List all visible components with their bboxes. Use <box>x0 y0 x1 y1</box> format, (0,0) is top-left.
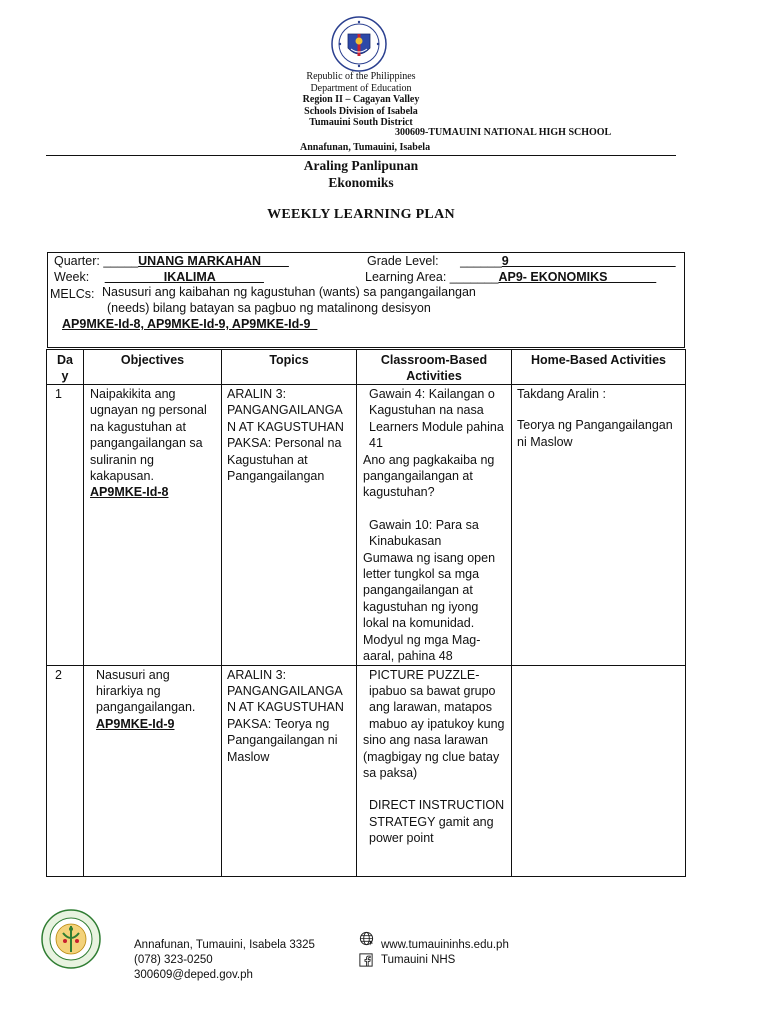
subject-subtitle: Ekonomiks <box>328 175 394 190</box>
day-cell: 2 <box>47 665 84 876</box>
home-cell <box>512 385 686 666</box>
area-row <box>365 270 656 284</box>
classroom-activity-b: sino ang nasa larawan (magbigay ng clue batay sa paksa) <box>363 733 500 780</box>
footer-phone: (078) 323-0250 <box>134 954 213 966</box>
classroom-cell <box>357 665 512 876</box>
objective-code: AP9MKE-Id-8 <box>90 485 169 500</box>
school-logo <box>41 909 101 969</box>
quarter-label: Quarter: <box>54 254 100 268</box>
objective-cell <box>84 665 222 876</box>
header-day: Da y <box>47 350 84 385</box>
classroom-activity-b: Ano ang pagkakaiba ng pangangailangan at kagustuhan? <box>363 452 495 500</box>
header-district: Tumauini South District <box>309 117 413 128</box>
footer-website[interactable]: www.tumauininhs.edu.ph <box>381 939 509 951</box>
deped-seal-logo <box>331 16 387 72</box>
classroom-activity-a: Gawain 4: Kailangan o Kagustuhan na nasa Learners Module pahina 41 <box>369 387 504 451</box>
header-address: Annafunan, Tumauini, Isabela <box>300 142 431 153</box>
week-value: IKALIMA <box>104 270 264 284</box>
topic-cell: ARALIN 3: PANGANGAILANGA N AT KAGUSTUHAN PAKSA: Personal na Kagustuhan at Pangangailangan <box>222 385 357 666</box>
classroom-cell <box>357 385 512 666</box>
grade-value: 9________________________ <box>501 254 676 268</box>
header-topics: Topics <box>222 350 357 385</box>
header-objectives: Objectives <box>84 350 222 385</box>
footer-email: 300609@deped.gov.ph <box>134 969 253 981</box>
objective-code: AP9MKE-Id-9 <box>96 716 175 731</box>
area-prefix: _______ <box>449 270 499 284</box>
week-row <box>54 270 264 284</box>
quarter-row <box>54 254 289 268</box>
table-row <box>47 385 686 666</box>
table-row <box>47 665 686 876</box>
objective-text: Naipakikita ang ugnayan ng personal na kagustuhan at pangangailangan sa suliranin ng kakapusan. <box>90 387 207 484</box>
header-department: Department of Education <box>310 83 412 94</box>
table-header-row <box>47 350 686 385</box>
classroom-activity-a: PICTURE PUZZLE- ipabuo sa bawat grupo ang larawan, matapos mabuo ay ipatukoy kung <box>369 667 505 731</box>
globe-icon <box>359 931 374 946</box>
header-classroom: Classroom-Based Activities <box>357 350 512 385</box>
quarter-value: UNANG MARKAHAN____ <box>138 254 289 268</box>
home-activity-b: Teorya ng Pangangailangan ni Maslow <box>517 418 673 449</box>
home-activity-a: Takdang Aralin : <box>517 387 606 401</box>
objective-cell <box>84 385 222 666</box>
quarter-prefix: _____ <box>103 254 139 268</box>
grade-prefix: ______ <box>460 254 502 268</box>
classroom-activity-c: DIRECT INSTRUCTION STRATEGY gamit ang power point <box>369 798 505 846</box>
melcs-label: MELCs: <box>50 287 95 301</box>
home-cell <box>512 665 686 876</box>
header-region: Region II – Cagayan Valley <box>302 94 420 105</box>
day-cell: 1 <box>47 385 84 666</box>
grade-row <box>367 254 676 268</box>
header-division: Schools Division of Isabela <box>304 106 418 117</box>
area-label: Learning Area: <box>365 270 447 284</box>
objective-text: Nasusuri ang hirarkiya ng pangangailangan. <box>96 667 196 715</box>
header-home: Home-Based Activities <box>512 350 686 385</box>
header-republic: Republic of the Philippines <box>306 71 416 82</box>
melcs-line-1: Nasusuri ang kaibahan ng kagustuhan (wants) sa pangangailangan <box>102 285 476 299</box>
footer-facebook[interactable]: Tumauini NHS <box>381 954 456 966</box>
classroom-activity-d: Gumawa ng isang open letter tungkol sa mga pangangailangan at kagustuhan ng iyong lokal na komunidad. Modyul ng mga Mag-aaral, pahina 48 <box>363 550 496 664</box>
footer-address: Annafunan, Tumauini, Isabela 3325 <box>134 939 315 951</box>
header-divider <box>46 155 676 156</box>
area-value: AP9- EKONOMIKS_______ <box>498 270 657 284</box>
subject-title: Araling Panlipunan <box>303 158 419 173</box>
melcs-codes: AP9MKE-Id-8, AP9MKE-Id-9, AP9MKE-Id-9_ <box>62 317 318 331</box>
topic-cell: ARALIN 3: PANGANGAILANGA N AT KAGUSTUHAN PAKSA: Teorya ng Pangangailangan ni Maslow <box>222 665 357 876</box>
classroom-activity-c: Gawain 10: Para sa Kinabukasan <box>369 517 479 549</box>
week-label: Week: <box>54 270 90 284</box>
learning-plan-table <box>46 349 686 877</box>
melcs-line-2: (needs) bilang batayan sa pagbuo ng matalinong desisyon <box>107 301 431 315</box>
plan-title: WEEKLY LEARNING PLAN <box>267 207 455 222</box>
grade-label: Grade Level: <box>367 254 439 268</box>
header-school: 300609-TUMAUINI NATIONAL HIGH SCHOOL <box>395 127 612 138</box>
facebook-icon <box>359 953 373 967</box>
